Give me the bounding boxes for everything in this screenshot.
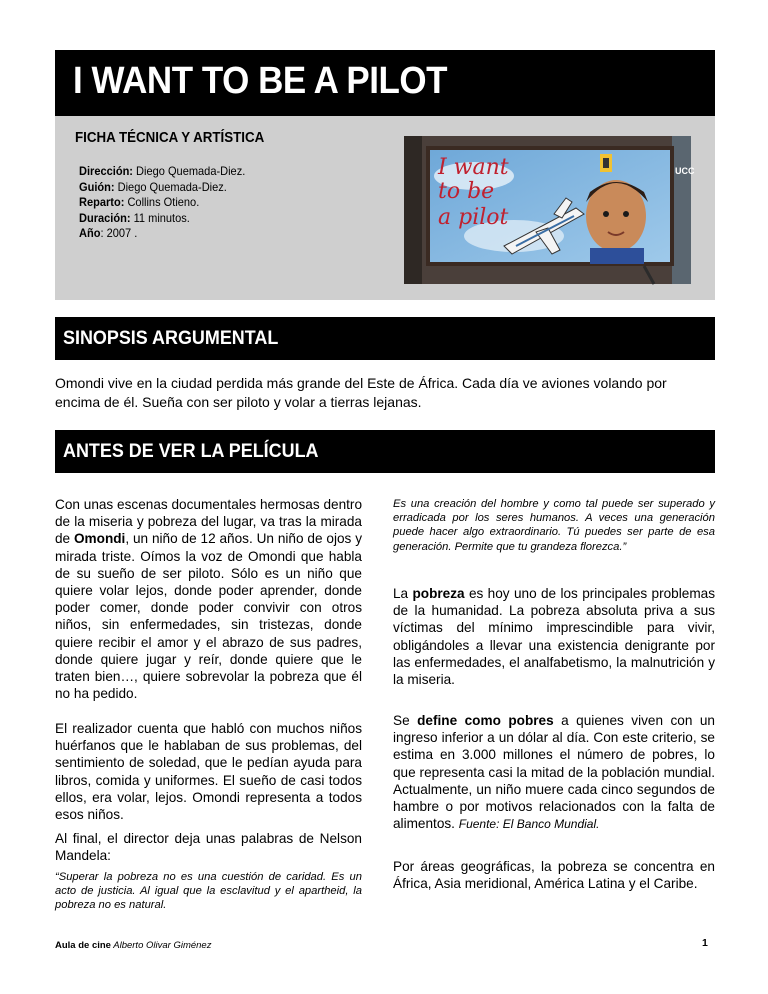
mural-text-line-3: a pilot	[438, 205, 509, 230]
bold-run: define como pobres	[417, 713, 554, 728]
credit-label: Año	[79, 226, 101, 240]
credit-reparto	[79, 195, 245, 211]
credit-label: Duración:	[79, 210, 131, 225]
mandela-quote-start: “Superar la pobreza no es una cuestión de caridad. Es un acto de justicia. Al igual que la esclavitud y el apartheid, la pobreza no es natural.	[55, 871, 362, 912]
credits-list	[79, 164, 245, 242]
title-bar	[55, 50, 715, 116]
credit-value: Diego Quemada-Diez.	[114, 179, 227, 194]
right-paragraph-2	[393, 712, 715, 833]
text-run: es hoy uno de los principales problemas de la humanidad. La pobreza absoluta priva a sus víctimas del mínimo imprescindible para vivir, obligándoles a llevar una existencia denigrante por las enfermedades, el analfabetismo, la malnutrición y la miseria.	[393, 586, 715, 688]
mural-illustration	[404, 136, 695, 284]
sinopsis-text: Omondi vive en la ciudad perdida más grande del Este de África. Cada día ve aviones volando por encima de él. Sueña con ser piloto y volar a tierras lejanas.	[55, 375, 667, 410]
bold-run: pobreza	[412, 586, 465, 601]
credit-label: Guión:	[79, 179, 115, 194]
ficha-heading: FICHA TÉCNICA Y ARTÍSTICA	[75, 130, 265, 146]
credit-anio	[79, 226, 245, 242]
credit-value: : 2007 .	[100, 226, 138, 240]
mural-text-line-1: I want	[438, 155, 509, 180]
text-run: , un niño de 12 años. Un niño de ojos y mirada triste. Oímos la voz de Omondi que habla de su sueño de ser piloto. Sólo es un niño que quiere volar lejos, donde poder aprender, donde poder comer, donde poder convivir con otros niños, sin enfermedades, sin tristezas, donde quiere recibir el amor y el abrazo de sus padres, donde quiere jugar y reír, donde quiere que le traten bien…, quiere sobrevolar la pobreza que él no ha pedido.	[55, 531, 362, 702]
document-title: I WANT TO BE A PILOT	[73, 60, 448, 102]
text-run: a quienes viven con un ingreso inferior a un dólar al día. Con este criterio, se estima en 3.000 millones el número de pobres, lo que representa casi la mitad de la población mundial. Actualmente, un niño muere cada cinco segundos de hambre o por motivos relacionados con la falta de alimentos.	[393, 713, 715, 832]
sinopsis-heading: SINOPSIS ARGUMENTAL	[63, 327, 279, 349]
text-run: Se	[393, 713, 418, 728]
antes-heading: ANTES DE VER LA PELÍCULA	[63, 440, 319, 462]
text-run: La	[393, 586, 413, 601]
mandela-quote-end: Es una creación del hombre y como tal puede ser superado y erradicada por los seres humanos. A veces una generación puede hacer algo extraordinario. Tú puedes ser parte de esa generación. Permite que tu grandeza florezca.”	[393, 498, 715, 553]
footer-credit	[55, 940, 211, 951]
mural-text-line-2: to be	[438, 179, 495, 204]
text-run: Con unas escenas documentales hermosas dentro de la miseria y pobreza del lugar, va tras la mirada de	[55, 497, 362, 547]
left-paragraph-3: Al final, el director deja unas palabras de Nelson Mandela:	[55, 831, 362, 864]
movie-poster-photo	[404, 136, 695, 284]
credit-label: Reparto:	[79, 195, 125, 209]
credit-value: Collins Otieno.	[124, 195, 200, 209]
credit-guion	[79, 180, 245, 196]
bold-run: Omondi	[73, 531, 126, 547]
left-paragraph-2: El realizador cuenta que habló con muchos niños huérfanos que le hablaban de sus problemas, del sentimiento de soledad, que le pedían ayuda para libros, comida y uniformes. El sueño de casi todos ellos, era volar, lejos. Omondi representa a todos esos niños.	[55, 721, 362, 823]
footer-series: Aula de cine	[55, 940, 111, 951]
antes-bar	[55, 430, 715, 473]
sinopsis-bar	[55, 317, 715, 360]
credit-label: Dirección:	[79, 164, 133, 178]
credit-duracion	[79, 211, 245, 227]
credit-value: Diego Quemada-Diez.	[132, 164, 246, 178]
right-paragraph-3: Por áreas geográficas, la pobreza se concentra en África, Asia meridional, América Latina y el Caribe.	[393, 859, 715, 892]
page-number: 1	[702, 937, 708, 949]
photo-edge-text: UCC	[675, 166, 695, 176]
source-citation: Fuente: El Banco Mundial.	[458, 817, 600, 832]
right-paragraph-1	[393, 585, 715, 688]
footer-author: Alberto Olivar Giménez	[110, 940, 212, 951]
left-paragraph-1	[55, 496, 362, 702]
credit-direccion	[79, 164, 245, 180]
credit-value: 11 minutos.	[130, 210, 190, 225]
